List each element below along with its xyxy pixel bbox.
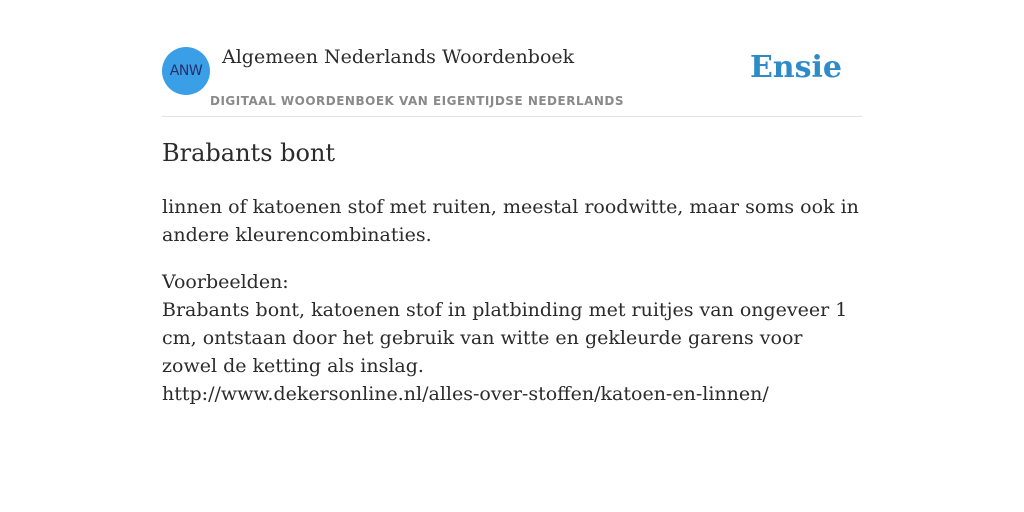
definition-text: linnen of katoenen stof met ruiten, meestal roodwitte, maar soms ook in andere kleurencombinaties. bbox=[162, 196, 859, 246]
entry-card bbox=[162, 0, 862, 405]
header bbox=[162, 0, 862, 117]
ensie-brand-link[interactable]: Ensie bbox=[749, 50, 842, 85]
headword: Brabants bont bbox=[162, 139, 336, 167]
examples-label: Voorbeelden: bbox=[162, 271, 289, 293]
example-source: http://www.dekersonline.nl/alles-over-stoffen/katoen-en-linnen/ bbox=[162, 383, 769, 405]
anw-logo[interactable] bbox=[162, 47, 210, 95]
example-text: Brabants bont, katoenen stof in platbinding met ruitjes van ongeveer 1 cm, ontstaan door het gebruik van witte en gekleurde garens voor zowel de ketting als inslag. bbox=[162, 299, 848, 377]
site-subtitle: DIGITAAL WOORDENBOEK VAN EIGENTIJDSE NEDERLANDS bbox=[210, 94, 625, 108]
site-title[interactable]: Algemeen Nederlands Woordenboek bbox=[222, 46, 575, 68]
logo-text: ANW bbox=[169, 63, 203, 79]
examples-section bbox=[162, 268, 862, 408]
